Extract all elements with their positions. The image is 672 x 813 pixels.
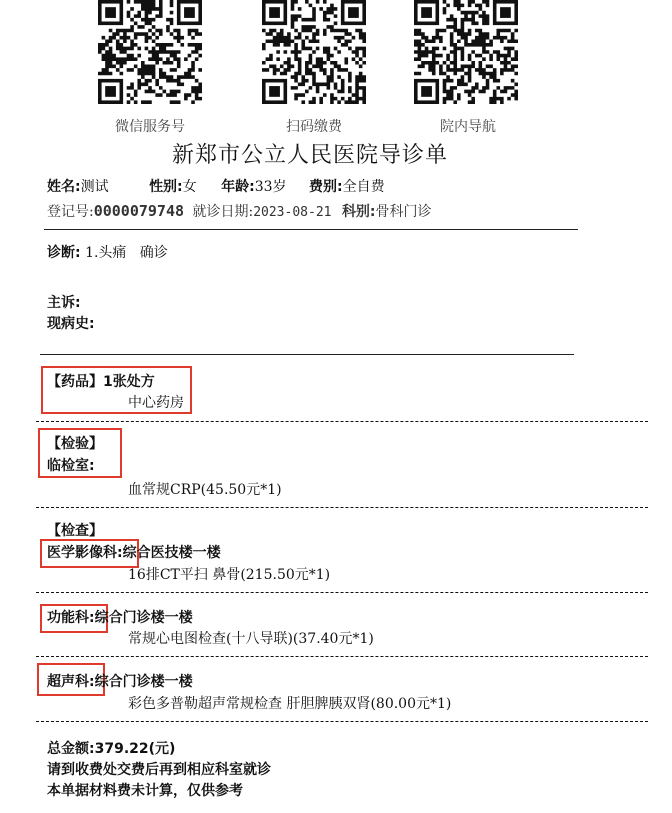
qr-label-wechat: 微信服务号 [115,119,185,135]
qr-code-icon [414,0,518,104]
exam-group-ultrasound [47,671,193,691]
lab-item: 血常规CRP(45.50元*1) [128,482,282,498]
dashed-divider [36,421,648,422]
page-title: 新郑市公立人民医院导诊单 [171,143,448,168]
visit-date-label: 就诊日期: [192,204,254,220]
dashed-divider [36,721,648,722]
patient-name: 测试 [80,179,109,195]
exam-item: 16排CT平扫 鼻骨(215.50元*1) [128,567,331,583]
exam-dept: 超声科: [47,674,95,690]
divider-line [40,354,574,355]
dashed-divider [36,592,648,593]
footer-note-material: 本单据材料费未计算，仅供参考 [47,783,243,799]
patient-age: 33岁 [254,179,287,195]
diagnosis-value: 1.头痛 确诊 [85,245,168,261]
qr-code-navigation [414,0,518,104]
qr-code-payment [262,0,366,104]
present-illness-label: 现病史: [47,316,95,332]
medicine-location: 中心药房 [128,395,184,411]
exam-building: 综合医技楼一楼 [122,545,221,561]
fee-type-label: 费别: [309,179,343,195]
diagnosis-label: 诊断: [47,245,81,261]
patient-gender: 女 [182,179,197,195]
exam-building: 综合门诊楼一楼 [94,674,193,690]
lab-header: 【检验】 [47,436,103,452]
gender-label: 性别: [149,179,183,195]
reg-no-label: 登记号: [47,204,94,220]
registration-row [47,201,432,221]
patient-info-row [47,176,385,196]
qr-code-icon [262,0,366,104]
visit-date: 2023-08-21 [253,205,332,220]
dashed-divider [36,507,648,508]
exam-dept: 医学影像科: [47,545,123,561]
dept-label: 科别: [341,204,376,220]
age-label: 年龄: [221,179,255,195]
exam-building: 综合门诊楼一楼 [94,610,193,626]
divider-line [44,229,578,230]
patient-fee-type: 全自费 [342,179,385,195]
footer-note-payment: 请到收费处交费后再到相应科室就诊 [47,762,271,778]
qr-label-navigation: 院内导航 [440,119,496,135]
dashed-divider [36,656,648,657]
qr-label-payment: 扫码缴费 [286,119,342,135]
medicine-header: 【药品】1张处方 [47,374,155,390]
complaint-label: 主诉: [47,295,81,311]
reg-no: 0000079748 [93,202,185,220]
exam-group-imaging [47,542,221,562]
dept-value: 骨科门诊 [375,204,432,220]
diagnosis-row [47,242,168,262]
lab-room-label: 临检室: [47,458,95,474]
name-label: 姓名: [47,179,81,195]
exam-header: 【检查】 [47,523,103,539]
exam-group-function [47,607,193,627]
exam-item: 常规心电图检查(十八导联)(37.40元*1) [128,631,374,647]
qr-code-wechat [98,0,202,104]
total-amount: 总金额:379.22(元) [47,741,176,757]
exam-item: 彩色多普勒超声常规检查 肝胆脾胰双肾(80.00元*1) [128,696,452,712]
exam-dept: 功能科: [47,610,95,626]
qr-code-icon [98,0,202,104]
